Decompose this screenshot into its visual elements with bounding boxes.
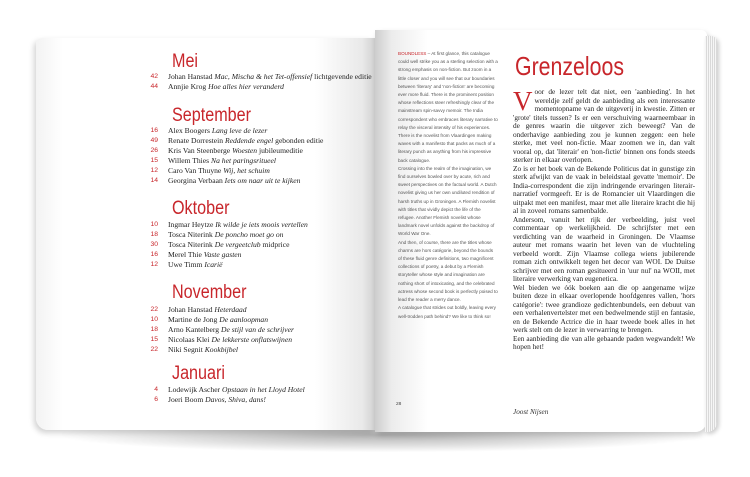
book-title: Woesten	[232, 146, 258, 155]
page-number: 6	[154, 396, 158, 403]
book-title: De stijl van de schrijver	[221, 325, 294, 334]
article-paragraph: Wel bieden we óók boeken aan die op aangename wijze buiten deze in elkaar overlopende hoofdgenres vallen, 'hors catégorie': twee grandioze gedichtenbundels, een debuut van een verhalenvertelster met een bedwelmende stijl en fantasie, en de Bekende Actrice die in haar tweede boek alles in het werk stelt om de lezer in verwarring te brengen.	[513, 282, 695, 334]
list-item	[150, 240, 290, 250]
book-title: Opstaan in het Lloyd Hotel	[222, 385, 305, 394]
english-lead: BOUNDLESS	[398, 51, 427, 56]
page-number: 18	[150, 326, 158, 333]
author: Alex Boogers	[168, 126, 210, 135]
article-paragraph: Zo is er het boek van de Bekende Politicus dat in gunstige zin sterk afwijkt van de vaak in beleidstaal gevatte 'memoir'. De India-correspondent die zijn indringende ervaringen literair-narratief vormgeeft. Er is de Romancier uit Vlaardingen die uitpakt met een manifest, maar met alle literaire kracht die hij al in zoveel romans samenbalde.	[513, 163, 695, 215]
edition-note: gebonden editie	[275, 136, 324, 145]
book-title: Iets om naar uit te kijken	[224, 176, 301, 185]
author: Caro Van Thuyne	[168, 166, 222, 175]
author: Georgina Verbaan	[168, 176, 223, 185]
page-number: 10	[150, 316, 158, 323]
page-number: 10	[150, 221, 158, 228]
book-title: Hoe alles hier veranderd	[208, 82, 284, 91]
list-item	[150, 230, 284, 240]
list-item	[150, 250, 242, 260]
page-edges	[705, 36, 717, 432]
author: Uwe Timm	[168, 260, 203, 269]
month-heading: Oktober	[172, 198, 230, 219]
page-number: 44	[150, 83, 158, 90]
article-paragraph: Een aanbieding die van alle gebaande paden wegwandelt! We hopen het!	[513, 333, 695, 351]
page-number: 28	[396, 402, 402, 407]
book-title: De lekkerste onflatswijnen	[211, 335, 293, 344]
list-item	[150, 166, 270, 176]
article-paragraph-text: oor de lezer telt dat niet, een 'aanbieding'. In het wereldje zelf geldt de aanbieding als een interessante momentopname van de uitgeverij in kwestie. Zitten er 'grote' titels tussen? Is er een verschuiving waarneembaar in de genres waarin die uitgever zich beweegt? Van de onderhavige aanbieding zou je kunnen zeggen: een hele sterke, met veel non-fictie. Maar zoomen we in, dan valt vooral op, dat 'literair' en 'non-fictie' binnen ons fonds steeds sterker in elkaar overlopen.	[513, 87, 695, 164]
page-number: 15	[150, 336, 158, 343]
book-title: Davos, Shiva, dans!	[205, 395, 266, 404]
list-item	[150, 126, 268, 136]
list-item	[150, 345, 239, 355]
author: Nicolaas Klei	[168, 335, 210, 344]
page-number: 16	[150, 251, 158, 258]
author: Lodewijk Ascher	[168, 385, 221, 394]
author-signature: Joost Nijsen	[513, 408, 549, 416]
page-number: 12	[150, 261, 158, 268]
page-number: 22	[150, 346, 158, 353]
edition-note: jubileumeditie	[259, 146, 303, 155]
page-number: 15	[150, 157, 158, 164]
author: Johan Hanstad	[168, 305, 213, 314]
month-heading: November	[172, 282, 247, 303]
month-heading: Januari	[172, 363, 225, 384]
article-paragraph: Andersom, vanuit het rijk der verbeelding, juist veel commentaar op werkelijkheid. De schrijfster met een verdichting van de waarheid in Groningen. De Vlaamse auteur met romans waarin het leven van de vluchteling verbeeld wordt. Zijn Vlaamse collega wiens jubilerende roman zich ontwikkelt tegen het decor van WOI. De Duitse schrijver met een roman gesitueerd in 'uur nul' na WOII, met literaire verwerking van eugenetica.	[513, 214, 695, 283]
book-title: Reddende engel	[224, 136, 274, 145]
list-item	[150, 156, 276, 166]
book-title: Vaste gasten	[203, 250, 242, 259]
english-paragraph: Crossing into the realm of the imagination, we find ourselves bowled over by acute, rich and sweet perspectives on the factual world. A Dutch novelist giving us her own undiluted rendition of harsh truths up in Groningen. A Flemish novelist with titles that vividly depict the life of the refugee. Another Flemish novelist whose landmark novel unfolds against the backdrop of World War One.	[398, 165, 497, 237]
article-heading: Grenzeloos	[515, 51, 625, 81]
author: Annjie Krog	[168, 82, 207, 91]
page-number: 30	[150, 241, 158, 248]
page-number: 16	[150, 127, 158, 134]
list-item	[154, 395, 266, 405]
author: Ingmar Heytze	[168, 220, 214, 229]
book-title: Heterdaad	[214, 305, 247, 314]
list-item	[150, 136, 324, 146]
author: Tosca Niterink	[168, 230, 213, 239]
list-item	[150, 82, 284, 92]
article-paragraph	[513, 88, 695, 165]
author: Johan Hanstad	[168, 72, 213, 81]
english-paragraph-text: – At first glance, this catalogue could well strike you as a sterling selection with a strong emphasis on non-fiction. But zoom in a little closer and you will see that our boundaries between 'literary' and 'non-fiction' are becoming ever more fluid. There is the prominent position whose reflections steer refreshingly clear of the mainstream spin-savvy memoir. The India correspondent who embraces literary narrative to relay the visceral intensity of his experiences. There is the novelist from Vlaardingen making waves with a manifesto that packs as much of a literary punch as anything from his impressive back catalogue.	[398, 51, 498, 163]
book-title: Lang leve de lezer	[211, 126, 268, 135]
author: Kris Van Steenberge	[168, 146, 231, 155]
page-number: 18	[150, 231, 158, 238]
list-item	[150, 315, 268, 325]
book-title: De poncho moet go on	[214, 230, 284, 239]
english-paragraph: And then, of course, there are the titles whose charms are hors catégorie, beyond the bounds of these fluid genre definitions, two magnificent collections of poetry, a debut by a Flemish storyteller whose style and imagination are nothing short of intoxicating, and the celebrated actress whose second book is perfectly poised to lead the reader a merry dance.	[398, 239, 498, 303]
page-number: 49	[150, 137, 158, 144]
author: Arno Kantelberg	[168, 325, 220, 334]
month-heading: September	[172, 105, 252, 126]
list-item	[150, 220, 308, 230]
list-item	[150, 325, 294, 335]
page-number: 22	[150, 306, 158, 313]
list-item	[150, 72, 372, 82]
english-paragraph: A catalogue that strides out boldly, leaving every well-trodden path behind? We like to think so!	[398, 305, 496, 319]
drop-cap: V	[513, 86, 533, 116]
book-title: Na het paringsritueel	[211, 156, 276, 165]
author: Renate Dorrestein	[168, 136, 224, 145]
page-number: 4	[154, 386, 158, 393]
author: Tosca Niterink	[168, 240, 213, 249]
edition-note: midprice	[262, 240, 290, 249]
month-heading: Mei	[172, 51, 199, 72]
page-number: 42	[150, 73, 158, 80]
author: Willem Thies	[168, 156, 210, 165]
page-number: 12	[150, 167, 158, 174]
book-title: De aanloopman	[219, 315, 268, 324]
book-title: De vergeetclub	[214, 240, 261, 249]
list-item	[150, 305, 247, 315]
author: Martine de Jong	[168, 315, 218, 324]
book-title: Icarië	[204, 260, 223, 269]
book-title: Kookbijbel	[204, 345, 239, 354]
list-item	[150, 176, 301, 186]
page-number: 26	[150, 147, 158, 154]
author: Niki Segnit	[168, 345, 203, 354]
list-item	[150, 260, 223, 270]
author: Merel Thie	[168, 250, 202, 259]
page-number: 14	[150, 177, 158, 184]
english-paragraph	[398, 50, 498, 165]
book-title: Wij, het schuim	[223, 166, 270, 175]
english-column	[398, 50, 498, 321]
author: Joeri Boom	[168, 395, 204, 404]
list-item	[154, 385, 305, 395]
book-title: Ik wilde je iets moois vertellen	[215, 220, 308, 229]
article-body	[513, 88, 695, 352]
list-item	[150, 335, 293, 345]
book-title: Mac, Mischa & het Tet-offensief	[214, 72, 313, 81]
edition-note: lichtgevende editie	[314, 72, 372, 81]
list-item	[150, 146, 303, 156]
